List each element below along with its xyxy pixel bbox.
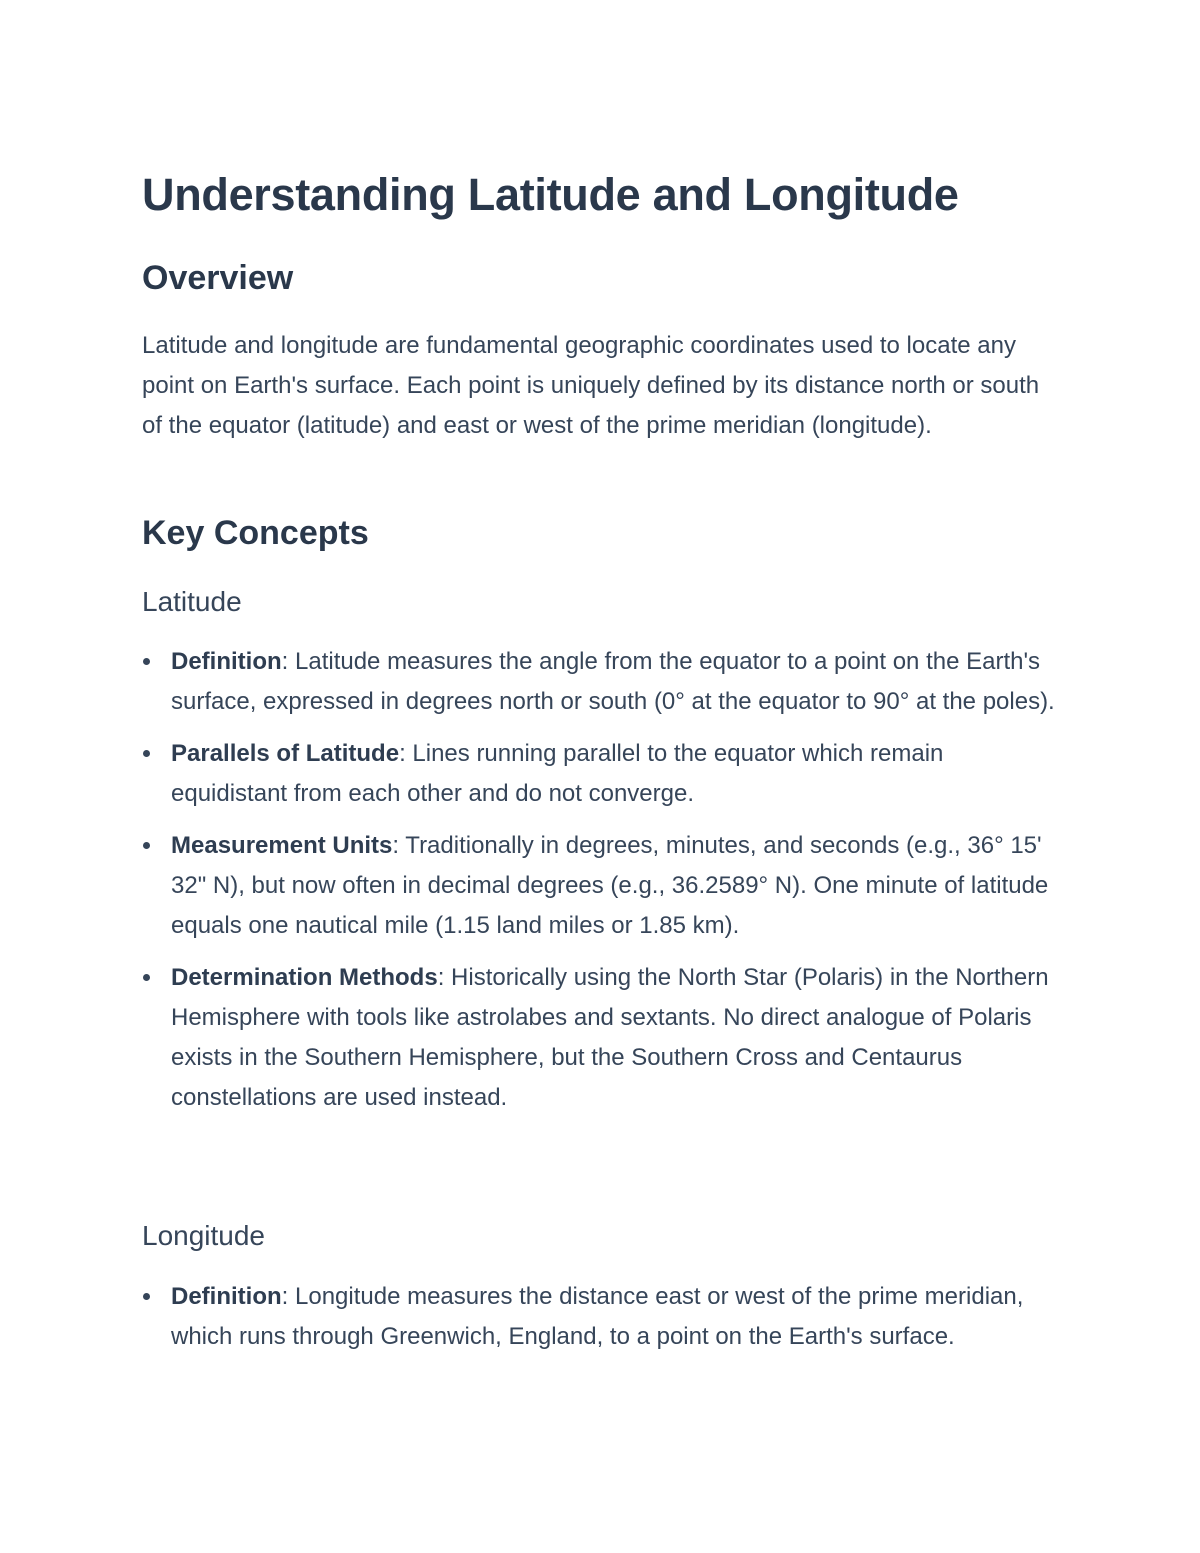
bullet-icon [143,974,150,981]
list-item-text: : Historically using the North Star (Polaris) in the Northern Hemisphere with tools like astrolabes and sextants. No direct analogue of Polaris exists in the Southern Hemisphere, but the Southern Cross and Centaurus constellations are used instead. [171,964,1049,1111]
latitude-heading: Latitude [142,586,242,617]
list-item-term: Determination Methods [171,964,438,991]
list-item-body [171,734,1057,814]
latitude-list [142,642,1057,1130]
longitude-heading: Longitude [142,1220,266,1251]
list-item [142,958,1057,1118]
bullet-icon [143,1293,150,1300]
bullet-icon [143,842,150,849]
list-item-text: : Traditionally in degrees, minutes, and seconds (e.g., 36° 15' 32" N), but now often in decimal degrees (e.g., 36.2589° N). One minute of latitude equals one nautical mile (1.15 land miles or 1.85 km). [171,832,1049,939]
list-item-body [171,826,1057,946]
list-item-body [171,642,1057,722]
list-item [142,642,1057,722]
list-item-text: : Longitude measures the distance east or west of the prime meridian, which runs through Greenwich, England, to a point on the Earth's surface. [171,1283,1024,1350]
list-item-term: Definition [171,1283,282,1310]
list-item-text: : Lines running parallel to the equator which remain equidistant from each other and do not converge. [171,740,944,807]
bullet-icon [143,750,150,757]
bullet-icon [143,658,150,665]
list-item [142,826,1057,946]
longitude-list [142,1277,1057,1369]
overview-paragraph: Latitude and longitude are fundamental geographic coordinates used to locate any point on Earth's surface. Each point is uniquely defined by its distance north or south of the equator (latitude) and east or west of the prime meridian (longitude). [142,332,1040,439]
list-item-body [171,1277,1057,1357]
list-item-term: Parallels of Latitude [171,740,400,767]
list-item [142,734,1057,814]
page-title: Understanding Latitude and Longitude [142,169,959,220]
overview-heading: Overview [142,259,294,297]
key-concepts-heading: Key Concepts [142,514,369,552]
list-item-body [171,958,1057,1118]
list-item-term: Definition [171,648,282,675]
list-item [142,1277,1057,1357]
list-item-term: Measurement Units [171,832,393,859]
list-item-text: : Latitude measures the angle from the equator to a point on the Earth's surface, expressed in degrees north or south (0° at the equator to 90° at the poles). [171,648,1055,715]
